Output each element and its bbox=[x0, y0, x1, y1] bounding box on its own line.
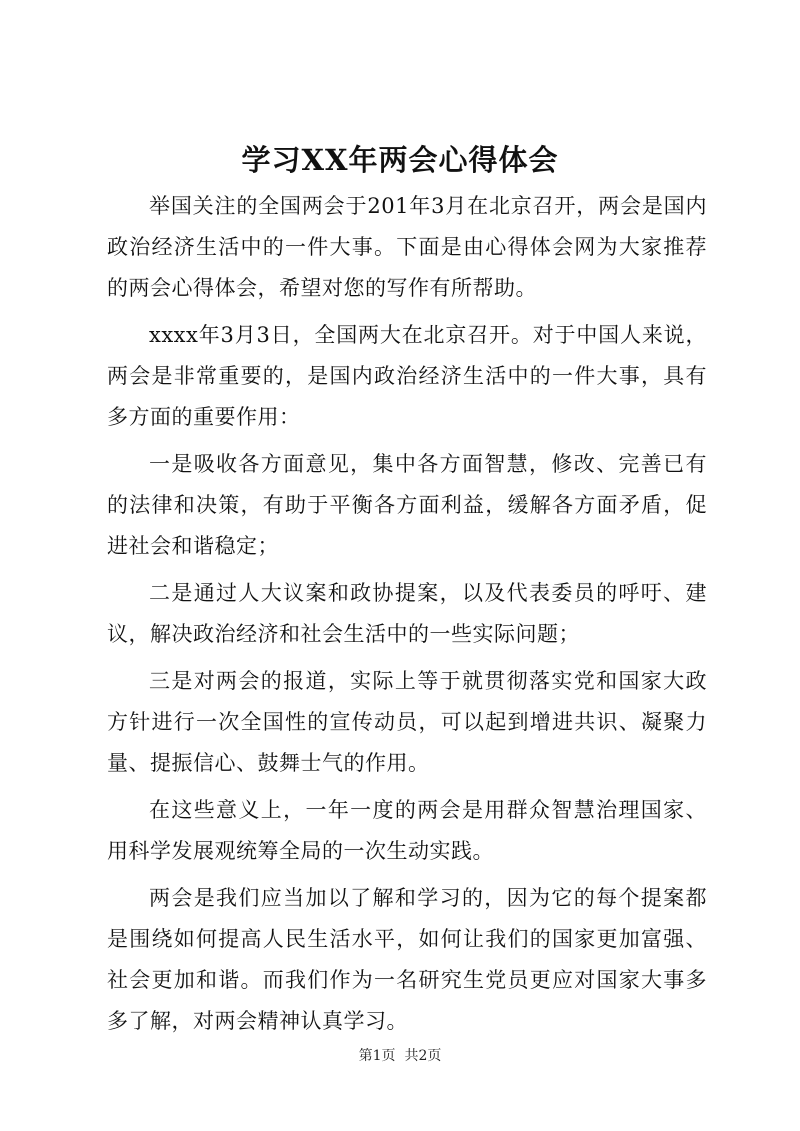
paragraph-point-two: 二是通过人大议案和政协提案，以及代表委员的呼吁、建议，解决政治经济和社会生活中的一些实际问题； bbox=[107, 581, 707, 646]
paragraph-significance: 在这些意义上，一年一度的两会是用群众智慧治理国家、用科学发展观统筹全局的一次生动实践。 bbox=[107, 798, 707, 863]
paragraph-point-one: 一是吸收各方面意见，集中各方面智慧，修改、完善已有的法律和决策，有助于平衡各方面利益，缓解各方面矛盾，促进社会和谐稳定； bbox=[107, 452, 707, 558]
document-title: 学习XX年两会心得体会 bbox=[241, 143, 559, 177]
paragraph-point-three: 三是对两会的报道，实际上等于就贯彻落实党和国家大政方针进行一次全国性的宣传动员，可以起到增进共识、凝聚力量、提振信心、鼓舞士气的作用。 bbox=[107, 669, 707, 775]
page-footer bbox=[0, 1046, 800, 1066]
paragraph-conclusion: 两会是我们应当加以了解和学习的，因为它的每个提案都是围绕如何提高人民生活水平，如何让我们的国家更加富强、社会更加和谐。而我们作为一名研究生党员更应对国家大事多多了解，对两会精神认真学习。 bbox=[107, 886, 707, 1033]
document-body bbox=[107, 186, 707, 1048]
page-number: 第1页 bbox=[358, 1048, 396, 1064]
page-total: 共2页 bbox=[404, 1048, 442, 1064]
paragraph-intro: 举国关注的全国两会于201年3月在北京召开，两会是国内政治经济生活中的一件大事。下面是由心得体会网为大家推荐的两会心得体会，希望对您的写作有所帮助。 bbox=[107, 194, 707, 300]
paragraph-date: xxxx年3月3日，全国两大在北京召开。对于中国人来说，两会是非常重要的，是国内政治经济生活中的一件大事，具有多方面的重要作用： bbox=[107, 323, 707, 429]
